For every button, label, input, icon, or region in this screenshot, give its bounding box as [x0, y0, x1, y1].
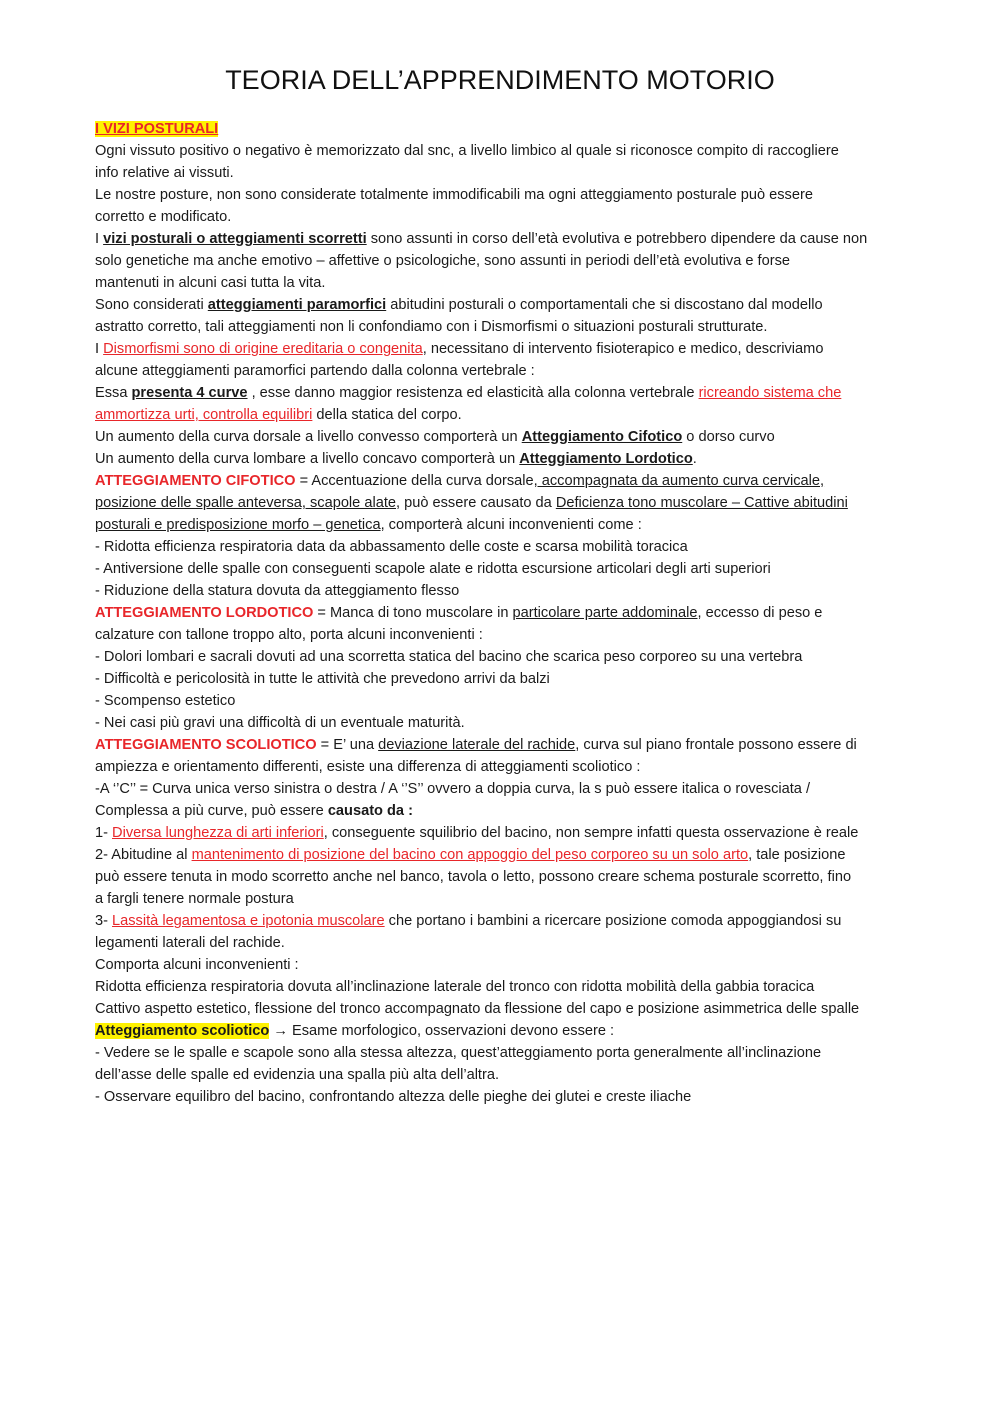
- text-run: - Antiversione delle spalle con conseguenti scapole alate e ridotta escursione articolari degli arti superiori: [95, 561, 771, 577]
- text-line: [95, 756, 925, 778]
- text-line: [95, 1064, 925, 1086]
- text-line: [95, 536, 925, 558]
- text-line: [95, 932, 925, 954]
- document-body: [95, 118, 925, 1108]
- text-run: - Dolori lombari e sacrali dovuti ad una scorretta statica del bacino che scarica peso corporeo su una vertebra: [95, 649, 803, 665]
- text-run: Ridotta efficienza respiratoria dovuta all’inclinazione laterale del tronco con ridotta mobilità della gabbia toracica: [95, 979, 815, 995]
- text-line: [95, 690, 925, 712]
- text-line: [95, 118, 925, 140]
- text-run: Ogni vissuto positivo o negativo è memorizzato dal snc, a livello limbico al quale si riconosce compito di raccogliere: [95, 143, 839, 159]
- text-run: della statica del corpo.: [312, 407, 462, 423]
- text-run: astratto corretto, tali atteggiamenti non li confondiamo con i Dismorfismi o situazioni posturali strutturate.: [95, 319, 768, 335]
- text-run: ATTEGGIAMENTO SCOLIOTICO: [95, 737, 317, 753]
- text-run: Dismorfismi sono di origine ereditaria o congenita: [103, 341, 423, 357]
- text-run: , esse danno maggior resistenza ed elasticità alla colonna vertebrale: [247, 385, 699, 401]
- text-run: o dorso curvo: [682, 429, 775, 445]
- text-line: [95, 514, 925, 536]
- text-run: Un aumento della curva lombare a livello concavo comporterà un: [95, 451, 520, 467]
- text-run: , può essere causato da: [396, 495, 556, 511]
- text-run: deviazione laterale del rachide: [378, 737, 576, 753]
- text-line: [95, 338, 925, 360]
- text-line: [95, 822, 925, 844]
- text-run: Cattivo aspetto estetico, flessione del tronco accompagnato da flessione del capo e posizione asimmetrica delle spalle: [95, 1001, 860, 1017]
- text-run: atteggiamenti paramorfici: [207, 297, 387, 313]
- text-run: , comporterà alcuni inconvenienti come :: [380, 517, 642, 533]
- text-run: presenta 4 curve: [131, 385, 248, 401]
- text-line: [95, 360, 925, 382]
- text-run: Complessa a più curve, può essere: [95, 803, 328, 819]
- text-line: [95, 228, 925, 250]
- text-line: [95, 382, 925, 404]
- text-run: - Osservare equilibro del bacino, confrontando altezza delle pieghe dei glutei e creste iliache: [95, 1089, 692, 1105]
- text-run: Essa: [95, 385, 132, 401]
- text-line: [95, 668, 925, 690]
- text-run: alcune atteggiamenti paramorfici partendo dalla colonna vertebrale :: [95, 363, 535, 379]
- text-run: può essere tenuta in modo scorretto anche nel banco, tavola o letto, possono creare schema posturale scorretto, fino: [95, 869, 852, 885]
- text-run: a fargli tenere normale postura: [95, 891, 294, 907]
- text-run: vizi posturali o atteggiamenti scorretti: [103, 231, 367, 247]
- text-line: [95, 800, 925, 822]
- text-line: [95, 580, 925, 602]
- text-run: Atteggiamento Lordotico: [519, 451, 693, 467]
- text-run: - Difficoltà e pericolosità in tutte le attività che prevedono arrivi da balzi: [95, 671, 550, 687]
- text-line: [95, 470, 925, 492]
- text-run: Un aumento della curva dorsale a livello convesso comporterà un: [95, 429, 522, 445]
- text-line: [95, 558, 925, 580]
- text-run: →: [269, 1023, 293, 1039]
- text-line: [95, 602, 925, 624]
- text-run: Lassità legamentosa e ipotonia muscolare: [112, 913, 385, 929]
- text-run: ATTEGGIAMENTO LORDOTICO: [95, 605, 314, 621]
- text-run: Diversa lunghezza di arti inferiori: [112, 825, 324, 841]
- text-run: - Vedere se le spalle e scapole sono alla stessa altezza, quest’atteggiamento porta generalmente all’inclinazione: [95, 1045, 822, 1061]
- text-run: sono assunti in corso dell’età evolutiva e potrebbero dipendere da cause non: [366, 231, 868, 247]
- text-run: ammortizza urti, controlla equilibri: [95, 407, 313, 423]
- text-run: , tale posizione: [748, 847, 846, 863]
- text-run: = Manca di tono muscolare in: [313, 605, 513, 621]
- text-line: [95, 404, 925, 426]
- text-run: legamenti laterali del rachide.: [95, 935, 285, 951]
- text-run: I: [95, 231, 104, 247]
- text-run: ampiezza e orientamento differenti, esiste una differenza di atteggiamenti scoliotico :: [95, 759, 641, 775]
- text-run: ricreando sistema che: [698, 385, 842, 401]
- text-run: - Riduzione della statura dovuta da atteggiamento flesso: [95, 583, 460, 599]
- text-line: [95, 448, 925, 470]
- text-line: [95, 976, 925, 998]
- text-line: [95, 712, 925, 734]
- text-run: particolare parte addominale: [512, 605, 698, 621]
- text-run: = Accentuazione della curva dorsale: [295, 473, 534, 489]
- text-run: Comporta alcuni inconvenienti :: [95, 957, 299, 973]
- text-line: [95, 492, 925, 514]
- text-run: posturali e predisposizione morfo – genetica: [95, 517, 381, 533]
- text-run: mantenimento di posizione del bacino con appoggio del peso corporeo su un solo arto: [191, 847, 749, 863]
- text-line: [95, 250, 925, 272]
- text-run: I: [95, 341, 104, 357]
- text-run: , conseguente squilibrio del bacino, non sempre infatti questa osservazione è reale: [323, 825, 859, 841]
- text-run: Atteggiamento scoliotico: [95, 1023, 270, 1039]
- text-line: [95, 294, 925, 316]
- text-line: [95, 1042, 925, 1064]
- text-run: , eccesso di peso e: [697, 605, 823, 621]
- text-run: 1-: [95, 825, 113, 841]
- text-run: , accompagnata da aumento curva cervicale,: [533, 473, 825, 489]
- text-line: [95, 184, 925, 206]
- text-run: dell’asse delle spalle ed evidenzia una spalla più alta dell’altra.: [95, 1067, 500, 1083]
- text-line: [95, 624, 925, 646]
- text-run: info relative ai vissuti.: [95, 165, 234, 181]
- text-run: ATTEGGIAMENTO CIFOTICO: [95, 473, 296, 489]
- text-run: corretto e modificato.: [95, 209, 232, 225]
- text-run: solo genetiche ma anche emotivo – affettive o psicologiche, sono assunti in periodi dell’età evolutiva e forse: [95, 253, 790, 269]
- text-line: [95, 426, 925, 448]
- text-line: [95, 1020, 925, 1042]
- text-line: [95, 316, 925, 338]
- text-line: [95, 206, 925, 228]
- text-line: [95, 910, 925, 932]
- text-run: mantenuti in alcuni casi tutta la vita.: [95, 275, 326, 291]
- text-run: I VIZI POSTURALI: [95, 121, 219, 137]
- text-run: calzature con tallone troppo alto, porta alcuni inconvenienti :: [95, 627, 483, 643]
- text-run: - Ridotta efficienza respiratoria data da abbassamento delle coste e scarsa mobilità toracica: [95, 539, 688, 555]
- text-line: [95, 888, 925, 910]
- text-run: Esame morfologico, osservazioni devono essere :: [292, 1023, 615, 1039]
- text-line: [95, 778, 925, 800]
- text-run: Sono considerati: [95, 297, 208, 313]
- text-run: posizione delle spalle anteversa, scapole alate: [95, 495, 396, 511]
- text-run: che portano i bambini a ricercare posizione comoda appoggiandosi su: [384, 913, 842, 929]
- text-run: .: [692, 451, 697, 467]
- text-run: , curva sul piano frontale possono essere di: [575, 737, 857, 753]
- text-line: [95, 646, 925, 668]
- text-run: , necessitano di intervento fisioterapico e medico, descriviamo: [422, 341, 824, 357]
- text-line: [95, 140, 925, 162]
- text-run: = E’ una: [316, 737, 379, 753]
- text-line: [95, 998, 925, 1020]
- text-run: 2- Abitudine al: [95, 847, 192, 863]
- text-run: - Nei casi più gravi una difficoltà di un eventuale maturità.: [95, 715, 465, 731]
- text-run: Deficienza tono muscolare – Cattive abitudini: [555, 495, 848, 511]
- text-run: Le nostre posture, non sono considerate totalmente immodificabili ma ogni atteggiamento posturale può essere: [95, 187, 813, 203]
- text-line: [95, 954, 925, 976]
- text-run: causato da :: [327, 803, 413, 819]
- text-line: [95, 734, 925, 756]
- document-title: TEORIA DELL’APPRENDIMENTO MOTORIO: [225, 65, 775, 95]
- text-run: - Scompenso estetico: [95, 693, 236, 709]
- text-line: [95, 162, 925, 184]
- text-line: [95, 844, 925, 866]
- text-run: 3-: [95, 913, 113, 929]
- text-line: [95, 272, 925, 294]
- text-run: abitudini posturali o comportamentali che si discostano dal modello: [386, 297, 823, 313]
- text-run: Atteggiamento Cifotico: [521, 429, 683, 445]
- text-line: [95, 866, 925, 888]
- text-line: [95, 1086, 925, 1108]
- text-run: -A ‘’C’’ = Curva unica verso sinistra o destra / A ‘’S’’ ovvero a doppia curva, la s può essere italica o rovesciata /: [95, 781, 811, 797]
